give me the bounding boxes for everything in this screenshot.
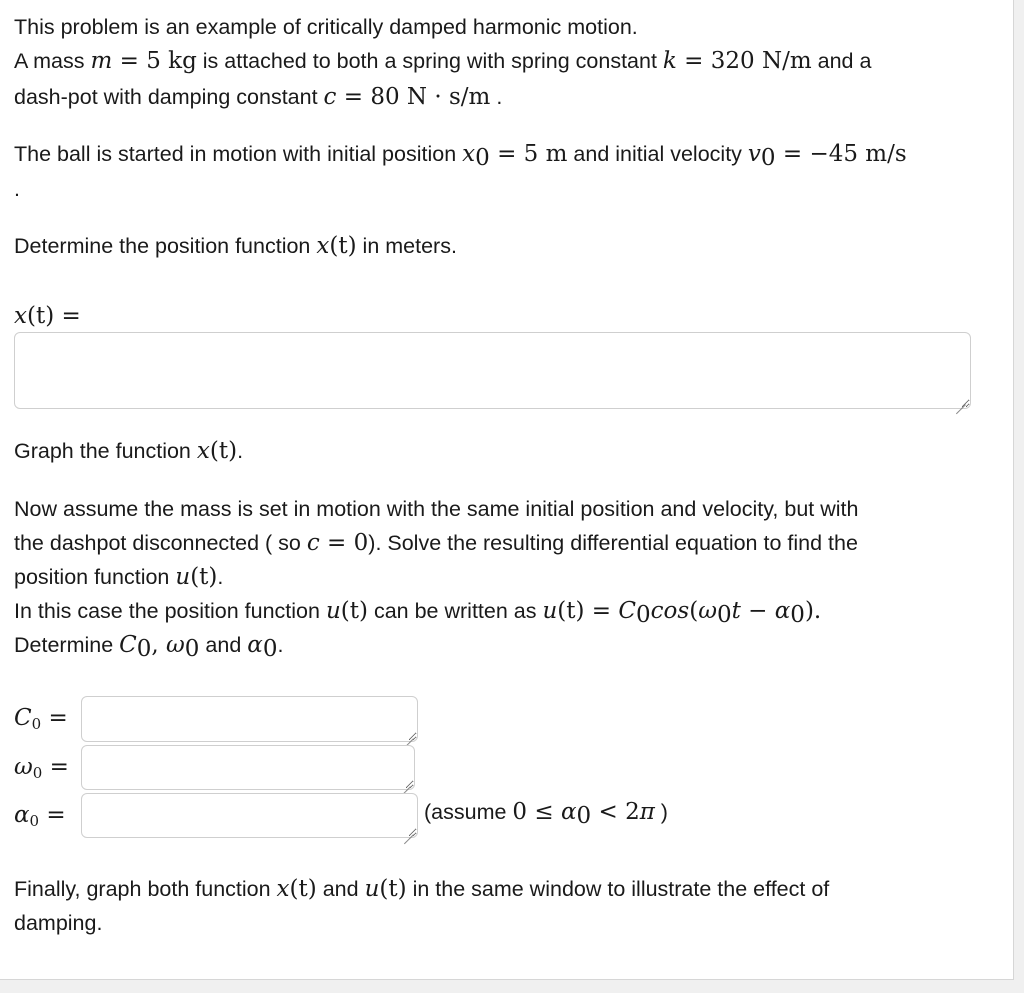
part2-c-variable: c (306, 530, 320, 556)
a0-answer-input[interactable] (81, 793, 418, 838)
formula-equals: = (584, 598, 619, 624)
part2-line5-and: and (199, 633, 248, 657)
final-prefix: Finally, graph both function (14, 877, 277, 901)
c0-label (14, 704, 68, 732)
spring-equals: = (676, 48, 711, 74)
mass-prefix: A mass (14, 49, 91, 73)
trailing-dot: . (14, 177, 20, 201)
c0-equals: = (41, 705, 68, 731)
c0-variable: C (14, 705, 32, 731)
v0-value: −45 m/s (809, 141, 907, 167)
part2-line5-alpha-sub: 0 (262, 636, 278, 662)
final-line-2 (14, 910, 102, 936)
part2-line4-prefix: In this case the position function (14, 599, 326, 623)
part2-line5-suffix: . (277, 633, 284, 657)
formula-open-paren: ( (689, 598, 699, 624)
a0-note-le: ≤ (527, 799, 561, 825)
initial-trailing-line (14, 176, 20, 202)
part2-u-function: u (175, 564, 191, 590)
part2-line2-suffix: ). Solve the resulting differential equation to find the (368, 531, 858, 555)
part2-line5-omega: ω (166, 632, 185, 658)
w0-variable: ω (14, 754, 33, 780)
initial-mid-text: and initial velocity (567, 142, 748, 166)
formula-alpha-subscript: 0 (790, 602, 805, 628)
a0-note-lt: < (591, 799, 626, 825)
spring-constant-variable: k (662, 48, 677, 74)
x0-variable: x (462, 141, 476, 167)
formula-minus: − (740, 598, 775, 624)
a0-equals: = (39, 802, 66, 828)
part2-line4-mid: can be written as (367, 599, 543, 623)
xt-label-equals: = (54, 303, 81, 329)
formula-omega: ω (698, 598, 717, 624)
part2-line5-alpha: α (247, 632, 263, 658)
final-suffix: in the same window to illustrate the effect of (406, 877, 830, 901)
part2-line-1 (14, 496, 858, 522)
graph1-function: x (196, 438, 210, 464)
formula-C: C (618, 598, 637, 624)
mass-value: 5 kg (146, 48, 197, 74)
formula-lhs-arg: (t) (557, 598, 585, 624)
c0-answer-input[interactable] (81, 696, 418, 742)
graph1-prefix: Graph the function (14, 439, 197, 463)
spring-suffix: and a (811, 49, 872, 73)
intro-text: This problem is an example of critically damped harmonic motion. (14, 15, 638, 39)
part2-line3-suffix: . (217, 565, 224, 589)
mass-equals: = (112, 48, 147, 74)
part2-line5-prefix: Determine (14, 633, 120, 657)
part2-line5-comma: , (151, 632, 167, 658)
task1-function: x (316, 233, 330, 259)
a0-note-zero: 0 (512, 799, 528, 825)
a0-note-suffix: ) (654, 800, 668, 824)
formula-cos: cos (650, 598, 690, 624)
a0-range-note (424, 799, 668, 829)
a0-note-alpha-sub: 0 (576, 803, 592, 829)
a0-note-two: 2 (625, 799, 640, 825)
a0-note-alpha: α (560, 799, 577, 825)
a0-note-prefix: (assume (424, 800, 513, 824)
part2-line4-u-arg: (t) (340, 598, 368, 624)
damping-variable: c (323, 84, 337, 110)
part2-line5-C-sub: 0 (136, 636, 152, 662)
xt-label-function: x (14, 303, 27, 329)
final-and: and (316, 877, 365, 901)
part2-line-4 (14, 598, 822, 628)
part2-line3-prefix: position function (14, 565, 176, 589)
xt-label-argument: (t) (26, 303, 55, 329)
part2-line5-C: C (119, 632, 137, 658)
formula-lhs-u: u (542, 598, 558, 624)
v0-equals: = (775, 141, 810, 167)
damping-constant-value: 80 N · s/m (370, 84, 491, 110)
mass-mid-text: is attached to both a spring with spring constant (196, 49, 663, 73)
a0-note-pi: π (639, 799, 655, 825)
part2-c-equals: = (319, 530, 354, 556)
graph1-argument: (t) (209, 438, 238, 464)
w0-subscript: 0 (32, 764, 43, 782)
part2-c-value: 0 (353, 530, 369, 556)
spring-constant-value: 320 N/m (710, 48, 812, 74)
part2-text-1: Now assume the mass is set in motion with the same initial position and velocity, but with (14, 497, 859, 521)
x0-subscript: 0 (475, 145, 490, 171)
a0-variable: α (14, 802, 30, 828)
v0-variable: v (747, 141, 761, 167)
part2-line-2 (14, 530, 858, 556)
graph-function-line (14, 438, 243, 464)
task1-suffix: in meters. (356, 234, 457, 258)
graph1-suffix: . (237, 439, 244, 463)
final-text-2: damping. (14, 911, 103, 935)
intro-line-1 (14, 14, 638, 40)
intro-line-3 (14, 84, 502, 110)
a0-subscript: 0 (29, 812, 40, 830)
part2-line5-omega-sub: 0 (184, 636, 200, 662)
damping-equals: = (336, 84, 371, 110)
a0-label (14, 801, 66, 829)
formula-omega-subscript: 0 (716, 602, 732, 628)
x0-equals: = (489, 141, 524, 167)
w0-label (14, 753, 69, 781)
formula-alpha: α (774, 598, 791, 624)
x0-value: 5 m (523, 141, 568, 167)
task1-argument: (t) (329, 233, 357, 259)
xt-answer-input[interactable] (14, 332, 971, 409)
final-x-function: x (276, 876, 290, 902)
mass-variable: m (90, 48, 113, 74)
task-determine-position (14, 233, 457, 259)
damping-suffix: . (490, 85, 503, 109)
c0-subscript: 0 (31, 715, 42, 733)
final-u-argument: (t) (379, 876, 407, 902)
final-line-1 (14, 876, 829, 902)
task1-prefix: Determine the position function (14, 234, 317, 258)
v0-subscript: 0 (760, 145, 776, 171)
dashpot-prefix: dash-pot with damping constant (14, 85, 324, 109)
xt-label (14, 302, 81, 330)
final-x-argument: (t) (289, 876, 317, 902)
intro-line-2 (14, 48, 871, 74)
w0-equals: = (42, 754, 69, 780)
part2-line-3 (14, 564, 223, 590)
formula-C-subscript: 0 (636, 602, 651, 628)
formula-close-paren: ). (804, 598, 822, 624)
w0-answer-input[interactable] (81, 745, 415, 790)
initial-prefix: The ball is started in motion with initial position (14, 142, 463, 166)
part2-line2-prefix: the dashpot disconnected ( so (14, 531, 307, 555)
initial-conditions-line (14, 141, 907, 171)
part2-line-5 (14, 632, 284, 662)
part2-u-argument: (t) (190, 564, 218, 590)
formula-t: t (731, 598, 741, 624)
final-u-function: u (364, 876, 380, 902)
part2-line4-u: u (325, 598, 341, 624)
